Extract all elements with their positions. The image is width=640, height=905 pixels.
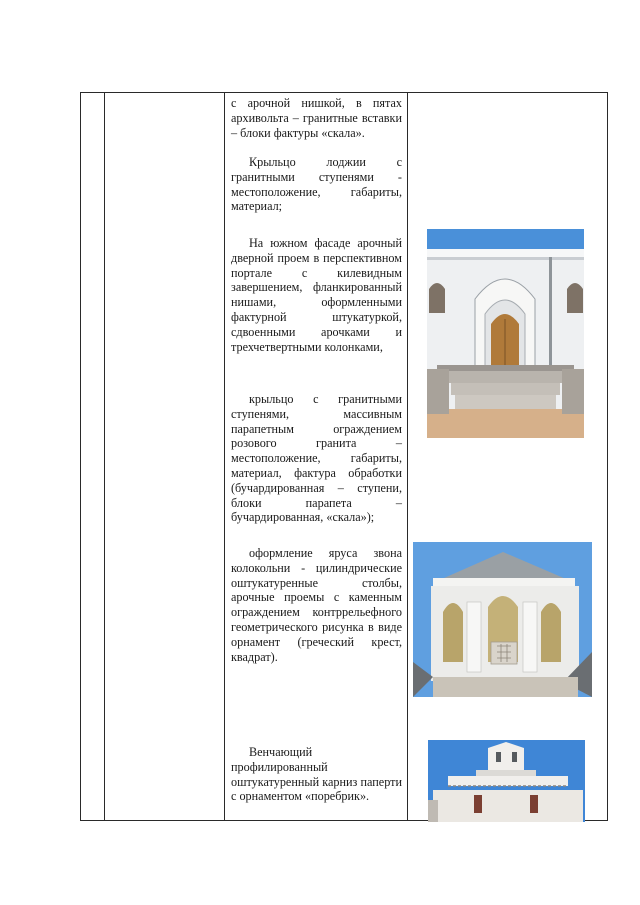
paragraph-bell-tier: оформление яруса звона колокольни - цилиндрические оштукатуренные столбы, арочные проемы с каменным ограждением контррельефного геометрического рисунка в виде орнамент (греческий крест, квадрат). xyxy=(231,546,402,664)
column-divider-2 xyxy=(224,92,225,821)
paragraph-granite-porch: крыльцо с гранитными ступенями, массивным парапетным ограждением розового гранита – местоположение, габариты, материал, фактура обработки (бучардированная – ступени, блоки парапета – бучардированная, «скала»); xyxy=(231,392,402,525)
column-divider-1 xyxy=(104,92,105,821)
south-facade-portal-photo xyxy=(427,229,584,438)
cornice-photo xyxy=(428,740,585,822)
column-divider-3 xyxy=(407,92,408,821)
paragraph-loggia-porch: Крыльцо лоджии с гранитными ступенями - местоположение, габариты, материал; xyxy=(231,155,402,214)
bell-tier-photo xyxy=(413,542,592,697)
paragraph-granite-inserts: с арочной нишкой, в пятах архивольта – гранитные вставки – блоки фактуры «скала». xyxy=(231,96,402,140)
paragraph-cornice: Венчающий профилированный оштукатуренный карниз паперти с орнаментом «поребрик». xyxy=(231,745,402,804)
paragraph-south-facade-portal: На южном фасаде арочный дверной проем в перспективном портале с килевидным завершением, фланкированный нишами, оформленными фактурной штукатуркой, сдвоенными арочками и трехчетвертными колонками, xyxy=(231,236,402,354)
